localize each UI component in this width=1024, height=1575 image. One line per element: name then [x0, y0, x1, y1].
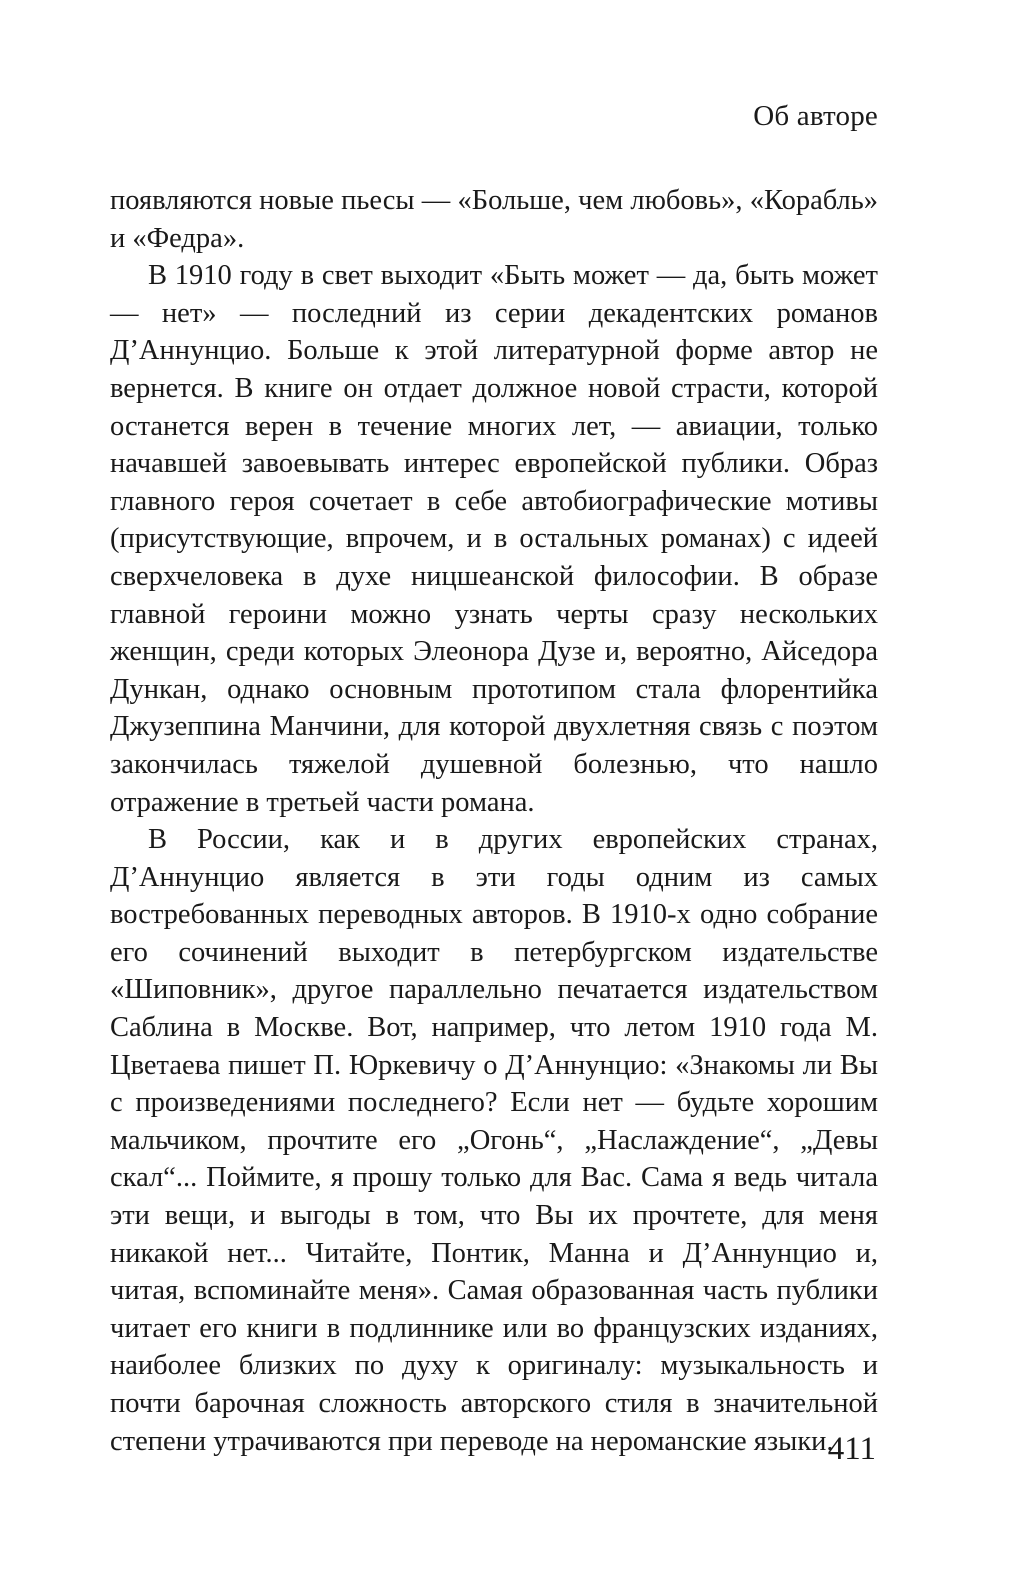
running-head: Об авторе: [753, 100, 878, 132]
paragraph-continuation: появляются новые пьесы — «Больше, чем любовь», «Корабль» и «Федра».: [110, 185, 878, 254]
body-text: [110, 182, 878, 1460]
page-number: 411: [827, 1431, 876, 1467]
paragraph: В 1910 году в свет выходит «Быть может — да, быть может — нет» — последний из серии декадентских романов Д’Аннунцио. Больше к этой литературной форме автор не вернется. В книге он отдает должное новой страсти, которой останется верен в течение многих лет, — авиации, только начавшей завоевывать интерес европейской публики. Образ главного героя сочетает в себе автобиографические мотивы (присутствующие, впрочем, и в остальных романах) с идеей сверхчеловека в духе ницшеанской философии. В образе главной героини можно узнать черты сразу нескольких женщин, среди которых Элеонора Дузе и, вероятно, Айседора Дункан, однако основным прототипом стала флорентийка Джузеппина Манчини, для которой двухлетняя связь с поэтом закончилась тяжелой душевной болезнью, что нашло отражение в третьей части романа.: [110, 260, 878, 818]
paragraph: В России, как и в других европейских странах, Д’Аннунцио является в эти годы одним из самых востребованных переводных авторов. В 1910-х одно собрание его сочинений выходит в петербургском издательстве «Шиповник», другое параллельно печатается издательством Саблина в Москве. Вот, например, что летом 1910 года М. Цветаева пишет П. Юркевичу о Д’Аннунцио: «Знакомы ли Вы с произведениями последнего? Если нет — будьте хорошим мальчиком, прочтите его „Огонь“, „Наслаждение“, „Девы скал“... Поймите, я прошу только для Вас. Сама я ведь читала эти вещи, и выгоды в том, что Вы их прочтете, для меня никакой нет... Читайте, Понтик, Манна и Д’Аннунцио и, читая, вспоминайте меня». Самая образованная часть публики читает его книги в подлиннике или во французских изданиях, наиболее близких по духу к оригиналу: музыкальность и почти барочная сложность авторского стиля в значительной степени утрачиваются при переводе на нероманские языки.: [110, 824, 878, 1457]
